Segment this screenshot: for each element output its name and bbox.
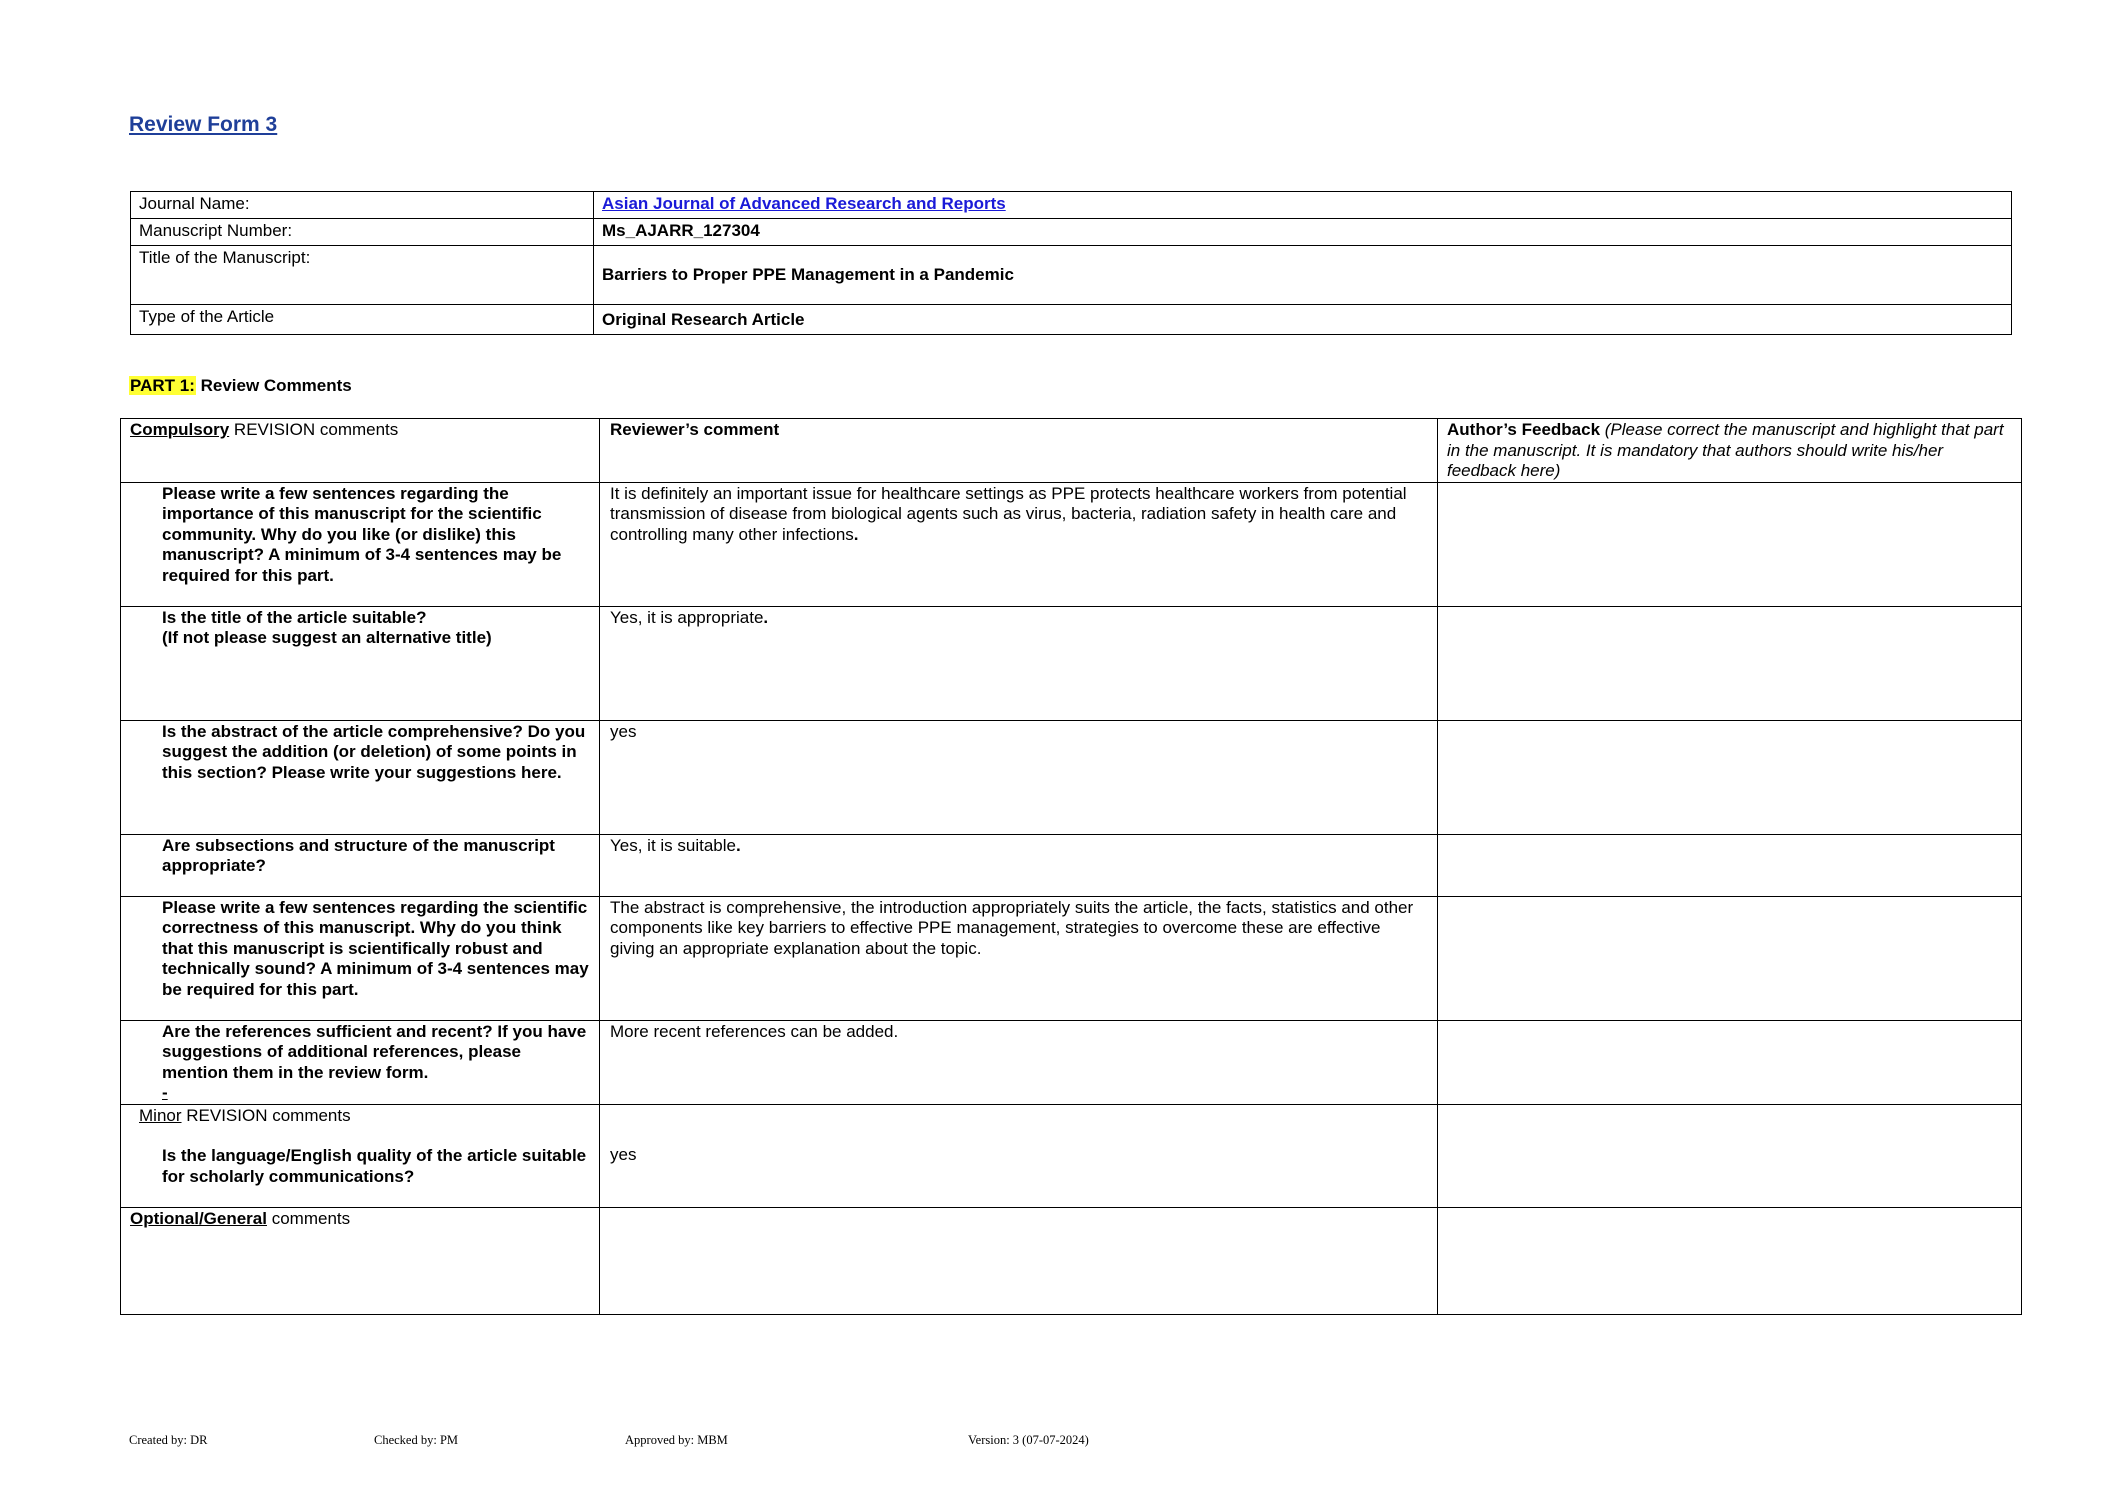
compulsory-header [121, 419, 600, 483]
question-title-line1: Is the title of the article suitable? [162, 607, 427, 627]
footer-checked-by: Checked by: PM [374, 1433, 459, 1447]
comment-structure-end: . [736, 835, 741, 855]
part1-label: Review Comments [200, 376, 352, 395]
footer-created-by: Created by: DR [129, 1433, 208, 1447]
comment-title-text: Yes, it is appropriate [610, 607, 764, 627]
comment-optional[interactable] [600, 1207, 1438, 1314]
manuscript-title-row [131, 246, 2012, 305]
question-structure: Are subsections and structure of the manuscript appropriate? [121, 834, 600, 896]
reviewer-comment-header: Reviewer’s comment [600, 419, 1438, 483]
feedback-structure[interactable] [1438, 834, 2022, 896]
table-row [121, 896, 2022, 1020]
compulsory-label-rest: REVISION comments [229, 420, 399, 439]
footer-approved-by: Approved by: MBM [625, 1433, 728, 1447]
feedback-language[interactable] [1438, 1104, 2022, 1207]
question-references-dash: - [162, 1083, 168, 1102]
manuscript-title-label: Title of the Manuscript: [131, 246, 594, 305]
article-type-row [131, 305, 2012, 335]
feedback-importance[interactable] [1438, 482, 2022, 606]
question-references-text: Are the references sufficient and recent? If you have suggestions of additional references, please mention them in the review form. [162, 1021, 587, 1082]
question-title [121, 606, 600, 720]
minor-revision-cell [121, 1104, 600, 1207]
article-type-value: Original Research Article [594, 305, 2012, 335]
optional-comments-label [121, 1207, 600, 1314]
optional-label-rest: comments [266, 1208, 351, 1228]
table-row [121, 482, 2022, 606]
feedback-optional[interactable] [1438, 1207, 2022, 1314]
comment-structure[interactable] [600, 834, 1438, 896]
manuscript-number-value: Ms_AJARR_127304 [594, 219, 2012, 246]
comment-language[interactable]: yes [600, 1104, 1438, 1207]
comment-title[interactable] [600, 606, 1438, 720]
journal-name-label: Journal Name: [131, 192, 594, 219]
article-type-label: Type of the Article [131, 305, 594, 335]
table-row [121, 1020, 2022, 1104]
part1-highlight: PART 1: [130, 376, 195, 395]
author-feedback-label: Author’s Feedback [1447, 420, 1601, 439]
comment-references[interactable]: More recent references can be added. [600, 1020, 1438, 1104]
form-title: Review Form 3 [129, 113, 278, 136]
comment-structure-text: Yes, it is suitable [610, 835, 736, 855]
comment-title-end: . [763, 607, 769, 627]
journal-name-cell [594, 192, 2012, 219]
minor-revision-label [130, 1106, 591, 1127]
question-references [121, 1020, 600, 1104]
comment-correctness[interactable]: The abstract is comprehensive, the introduction appropriately suits the article, the facts, statistics and other components like key barriers to effective PPE management, strategies to overcome these are effective giving an appropriate explanation about the topic. [600, 896, 1438, 1020]
footer-version: Version: 3 (07-07-2024) [968, 1433, 1089, 1447]
table-row [121, 720, 2022, 834]
author-feedback-header [1438, 419, 2022, 483]
comment-importance-text: It is definitely an important issue for healthcare settings as PPE protects healthcare workers from potential transmission of disease from biological agents such as virus, bacteria, radiation safety in health care and controlling many other infections [610, 483, 1407, 544]
question-title-line2: (If not please suggest an alternative title) [162, 628, 492, 647]
minor-label-rest: REVISION comments [181, 1105, 351, 1125]
manuscript-title-value: Barriers to Proper PPE Management in a Pandemic [594, 246, 2012, 305]
review-header-row [121, 419, 2022, 483]
feedback-title[interactable] [1438, 606, 2022, 720]
review-comments-table [120, 418, 2022, 1315]
journal-info-table [130, 191, 2012, 335]
question-abstract: Is the abstract of the article comprehensive? Do you suggest the addition (or deletion) of some points in this section? Please write your suggestions here. [121, 720, 600, 834]
table-row [121, 834, 2022, 896]
optional-comments-row [121, 1207, 2022, 1314]
minor-revision-row [121, 1104, 2022, 1207]
comment-abstract[interactable]: yes [600, 720, 1438, 834]
journal-name-row [131, 192, 2012, 219]
feedback-abstract[interactable] [1438, 720, 2022, 834]
author-feedback-instructions: (Please correct the manuscript and highlight that part in the manuscript. It is mandatory that authors should write his/her feedback here) [1447, 420, 2004, 480]
compulsory-label: Compulsory [130, 420, 230, 439]
table-row [121, 606, 2022, 720]
feedback-correctness[interactable] [1438, 896, 2022, 1020]
comment-importance[interactable] [600, 482, 1438, 606]
question-correctness: Please write a few sentences regarding the scientific correctness of this manuscript. Why do you think that this manuscript is scientifically robust and technically sound? A minimum of 3-4 sentences may be required for this part. [121, 896, 600, 1020]
comment-importance-end: . [853, 524, 859, 544]
manuscript-number-row [131, 219, 2012, 246]
feedback-references[interactable] [1438, 1020, 2022, 1104]
optional-label-bold: Optional/General [130, 1208, 267, 1228]
part1-heading [129, 376, 352, 396]
journal-name-link[interactable]: Asian Journal of Advanced Research and Reports [602, 194, 1006, 213]
question-language: Is the language/English quality of the article suitable for scholarly communications? [162, 1146, 587, 1186]
question-importance: Please write a few sentences regarding the importance of this manuscript for the scientific community. Why do you like (or dislike) this manuscript? A minimum of 3-4 sentences may be required for this part. [121, 482, 600, 606]
manuscript-number-label: Manuscript Number: [131, 219, 594, 246]
minor-label-underlined: Minor [139, 1105, 182, 1125]
